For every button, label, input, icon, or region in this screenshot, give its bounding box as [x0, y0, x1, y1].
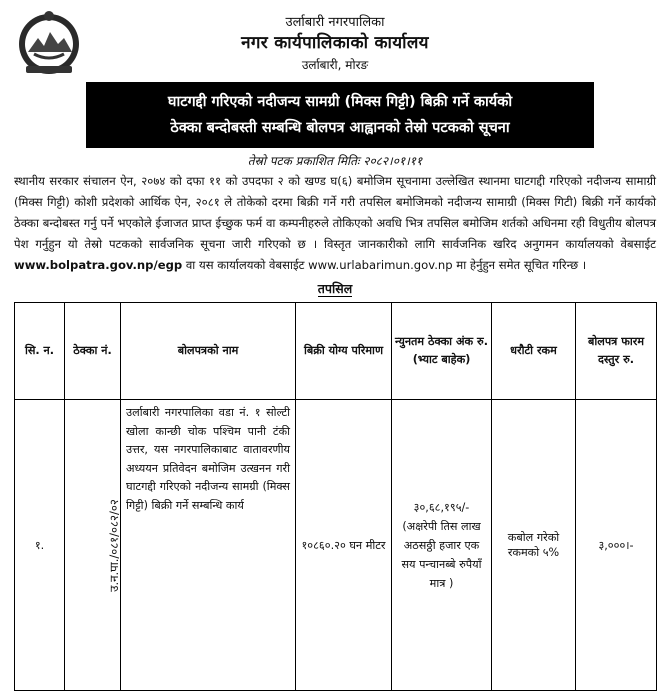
min-amount-figure: ३०,६८,१९५/- — [413, 500, 470, 514]
banner-line-2: ठेक्का बन्दोबस्ती सम्बन्धि बोलपत्र आह्वानको तेस्रो पटकको सूचना — [170, 120, 510, 136]
publication-date: तेस्रो पटक प्रकाशित मितिः २०८२।०१।११ — [247, 154, 423, 168]
header-min-amount: न्युनतम ठेक्का अंक रु. (भ्याट बाहेक) — [392, 303, 492, 400]
notice-body-text-1: स्थानीय सरकार संचालन ऐन, २०७४ को दफा ११ को उपदफा २ को खण्ड घ(६) बमोजिम सूचनामा उल्लेखित स्थानमा घाटगद्दी गरिएको नदीजन्य सामाग्री (मिक्स गिट्टी) कोशी प्रदेशको आर्थिक ऐन, २०८१ ले तोकेको दरमा बिक्री गर्ने गरी तपसिल बमोजिमको नदीजन्य सामाग्री (मिक्स गिटी) बिक्री गर्ने कार्यको ठेक्का बन्दोबस्त गर्नु पर्ने भएकोले ईजाजत प्राप्त ईच्छुक फर्म वा कम्पनीहरुले तोकिएको अवधि भित्र तपसिल बमोजिम शर्तको अधिनमा रही विधुतीय बोलपत्र पेश गर्नुहुन यो तेस्रो पटकको सार्वजनिक सूचना जारी गरिएको छ । विस्तृत जानकारीको लागि सार्वजनिक खरिद अनुगमन कार्यालयको वेबसाईट — [14, 174, 657, 251]
notice-body-text-2: वा यस कार्यालयको वेबसाईट www.urlabarimun.gov.np मा हेर्नुहुन समेत सूचित गरिन्छ । — [182, 258, 587, 272]
banner-line-1: घाटगद्दी गरिएको नदीजन्य सामग्री (मिक्स गिट्टी) बिक्री गर्ने कार्यको — [167, 94, 513, 110]
header-deposit: धरौटी रकम — [492, 303, 576, 400]
notice-body — [14, 171, 656, 276]
cell-contract-no: उ.न.पा./०८१/०८२/०२ — [65, 400, 121, 691]
header-bid-name: बोलपत्रको नाम — [121, 303, 296, 400]
table-row — [15, 400, 657, 691]
cell-min-amount — [392, 400, 492, 691]
cell-deposit: कबोल गरेको रकमको ५% — [492, 400, 576, 691]
office-title: नगर कार्यपालिकाको कार्यालय — [241, 33, 429, 53]
schedule-title: तपसिल — [317, 281, 353, 296]
min-amount-words: (अक्षरेपी तिस लाख अठसठ्ठी हजार एक सय पन्चानब्बे रुपैयाँ मात्र ) — [401, 519, 482, 590]
header-quantity: बिक्री योग्य परिमाण — [296, 303, 392, 400]
cell-bid-name: उर्लाबारी नगरपालिका वडा नं. १ सोल्टी खोला कान्छी चोक पश्चिम पानी टंकी उत्तर, यस नगरपालिकाबाट वातावरणीय अध्ययन प्रतिवेदन बमोजिम उत्खनन गरी घाटगद्दी गरिएको नदीजन्य सामग्री (मिक्स गिट्टी) बिक्री गर्ने सम्बन्धि कार्य — [121, 400, 296, 691]
notice-banner — [86, 82, 594, 148]
table-header-row — [15, 303, 657, 400]
office-address: उर्लाबारी, मोरङ — [301, 58, 369, 72]
cell-fee: ३,०००।- — [576, 400, 657, 691]
bolpatra-link[interactable]: www.bolpatra.gov.np/egp — [14, 258, 183, 272]
header-contract-no: ठेक्का नं. — [65, 303, 121, 400]
header-sn: सि. न. — [15, 303, 65, 400]
header-fee: बोलपत्र फारम दस्तुर रु. — [576, 303, 657, 400]
cell-quantity: १०८६०.२० घन मीटर — [296, 400, 392, 691]
bid-schedule-table — [14, 302, 657, 691]
municipality-name: उर्लाबारी नगरपालिका — [285, 15, 385, 30]
cell-sn: १. — [15, 400, 65, 691]
